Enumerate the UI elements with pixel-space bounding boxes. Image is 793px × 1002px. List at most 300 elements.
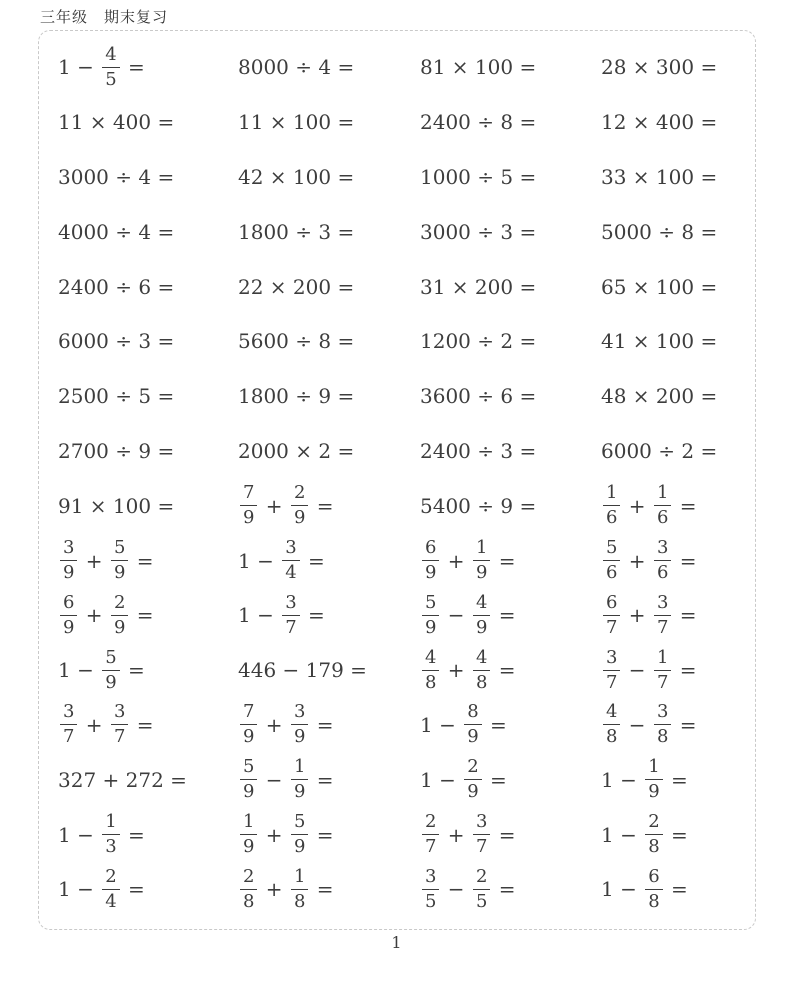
fraction-denominator: 5 [425, 890, 437, 912]
expression-text: = [492, 822, 516, 847]
fraction-numerator: 1 [291, 757, 308, 780]
expression-text: 11 × 400 = [58, 110, 175, 135]
fraction [473, 538, 490, 583]
fraction [654, 648, 671, 693]
expression-text: 2400 ÷ 3 = [420, 438, 537, 463]
fraction-denominator: 6 [606, 562, 618, 584]
expression-text: = [301, 548, 325, 573]
fraction-numerator: 7 [240, 483, 257, 506]
fraction [60, 593, 77, 638]
fraction-numerator: 5 [603, 538, 620, 561]
expression-text: = [673, 603, 697, 628]
fraction-denominator: 9 [475, 616, 488, 638]
problem-cell [238, 867, 420, 912]
problem-cell [58, 867, 238, 912]
fraction [603, 483, 620, 528]
problem-cell [420, 384, 601, 409]
fraction-numerator: 2 [240, 867, 257, 890]
expression-text: = [310, 493, 334, 518]
problem-cell [58, 274, 238, 299]
fraction-denominator: 7 [113, 726, 126, 748]
fraction-denominator: 7 [656, 671, 669, 693]
fraction [282, 538, 299, 583]
problem-cell [238, 702, 420, 747]
fraction [654, 702, 671, 747]
fraction [291, 483, 308, 528]
fraction-numerator: 3 [473, 812, 490, 835]
fraction-numerator: 3 [282, 593, 299, 616]
expression-text: 6000 ÷ 2 = [601, 438, 718, 463]
problem-cell [238, 757, 420, 802]
fraction-numerator: 6 [422, 538, 439, 561]
fraction [422, 538, 439, 583]
fraction [111, 702, 128, 747]
expression-text: = [121, 877, 145, 902]
fraction-denominator: 3 [105, 836, 117, 858]
problem-cell [238, 164, 420, 189]
fraction-numerator: 3 [422, 867, 439, 890]
fraction-denominator: 8 [243, 890, 255, 912]
expression-text: 1 − [58, 658, 101, 683]
expression-text: = [483, 767, 507, 792]
expression-text: 5000 ÷ 8 = [601, 219, 718, 244]
fraction-numerator: 1 [473, 538, 490, 561]
fraction [282, 593, 299, 638]
expression-text: 3000 ÷ 4 = [58, 164, 175, 189]
expression-text: + [441, 822, 471, 847]
expression-text: 1 − [58, 55, 101, 80]
fraction [464, 702, 481, 747]
fraction-denominator: 6 [606, 507, 618, 529]
problem-cell [58, 767, 238, 792]
fraction-numerator: 5 [102, 648, 119, 671]
problem-cell [420, 593, 601, 638]
fraction-numerator: 1 [654, 483, 671, 506]
fraction-denominator: 8 [425, 671, 437, 693]
fraction-numerator: 5 [240, 757, 257, 780]
problem-cell [601, 867, 751, 912]
expression-text: 65 × 100 = [601, 274, 718, 299]
fraction-denominator: 9 [243, 726, 255, 748]
problem-cell [601, 110, 751, 135]
fraction-numerator: 1 [291, 867, 308, 890]
expression-text: + [79, 548, 109, 573]
fraction [422, 648, 439, 693]
expression-text: 1 − [601, 822, 644, 847]
fraction-denominator: 7 [475, 836, 488, 858]
fraction-denominator: 9 [293, 781, 306, 803]
fraction-numerator: 1 [102, 812, 119, 835]
expression-text: 2500 ÷ 5 = [58, 384, 175, 409]
expression-text: + [441, 658, 471, 683]
fraction [102, 812, 119, 857]
problem-cell [601, 438, 751, 463]
fraction-denominator: 8 [656, 726, 669, 748]
fraction [422, 867, 439, 912]
expression-text: 1 − [238, 548, 281, 573]
expression-text: 1 − [420, 712, 463, 737]
problem-cell [58, 219, 238, 244]
expression-text: = [310, 822, 334, 847]
problem-cell [601, 55, 751, 80]
fraction-denominator: 5 [475, 890, 488, 912]
expression-text: 2400 ÷ 8 = [420, 110, 537, 135]
expression-text: 41 × 100 = [601, 329, 718, 354]
fraction-denominator: 9 [63, 562, 75, 584]
fraction-denominator: 9 [293, 726, 306, 748]
problem-cell [420, 538, 601, 583]
fraction-denominator: 9 [293, 836, 306, 858]
expression-text: = [664, 822, 688, 847]
fraction [603, 593, 620, 638]
expression-text: 1000 ÷ 5 = [420, 164, 537, 189]
expression-text: 3600 ÷ 6 = [420, 384, 537, 409]
expression-text: = [492, 658, 516, 683]
problem-cell [601, 538, 751, 583]
fraction-numerator: 2 [473, 867, 490, 890]
problem-cell [601, 164, 751, 189]
expression-text: + [259, 822, 289, 847]
expression-text: 2000 × 2 = [238, 438, 355, 463]
expression-text: = [130, 548, 154, 573]
problem-cell [238, 658, 420, 683]
fraction-denominator: 9 [467, 726, 479, 748]
expression-text: + [259, 493, 289, 518]
expression-text: = [492, 877, 516, 902]
expression-text: = [310, 712, 334, 737]
fraction-numerator: 3 [60, 702, 77, 725]
fraction-numerator: 5 [422, 593, 439, 616]
expression-text: + [622, 493, 652, 518]
fraction-denominator: 7 [63, 726, 75, 748]
fraction-numerator: 6 [603, 593, 620, 616]
fraction-denominator: 7 [425, 836, 437, 858]
problem-cell [58, 329, 238, 354]
expression-text: = [121, 658, 145, 683]
problem-cell [238, 812, 420, 857]
expression-text: = [301, 603, 325, 628]
problem-cell [420, 493, 601, 518]
expression-text: 91 × 100 = [58, 493, 175, 518]
problem-cell [420, 110, 601, 135]
problem-cell [58, 812, 238, 857]
expression-text: 31 × 200 = [420, 274, 537, 299]
problem-cell [420, 648, 601, 693]
fraction [645, 757, 662, 802]
fraction-denominator: 9 [113, 562, 126, 584]
fraction-numerator: 2 [291, 483, 308, 506]
expression-text: = [673, 658, 697, 683]
problem-cell [601, 593, 751, 638]
fraction-numerator: 4 [102, 45, 119, 68]
fraction-numerator: 1 [240, 812, 257, 835]
expression-text: = [664, 767, 688, 792]
fraction-denominator: 7 [606, 671, 618, 693]
problem-grid [39, 31, 755, 917]
problem-cell [58, 384, 238, 409]
fraction-denominator: 6 [656, 562, 669, 584]
expression-text: 81 × 100 = [420, 55, 537, 80]
problem-cell [58, 45, 238, 90]
expression-text: 6000 ÷ 3 = [58, 329, 175, 354]
expression-text: 1800 ÷ 3 = [238, 219, 355, 244]
expression-text: 28 × 300 = [601, 55, 718, 80]
expression-text: = [664, 877, 688, 902]
expression-text: = [492, 548, 516, 573]
problem-cell [58, 538, 238, 583]
problem-cell [601, 702, 751, 747]
fraction-denominator: 7 [656, 616, 669, 638]
fraction-numerator: 3 [654, 702, 671, 725]
expression-text: + [259, 712, 289, 737]
fraction-numerator: 2 [102, 867, 119, 890]
expression-text: 5600 ÷ 8 = [238, 329, 355, 354]
fraction [102, 45, 119, 90]
problem-cell [420, 219, 601, 244]
fraction-numerator: 4 [473, 593, 490, 616]
fraction-numerator: 3 [654, 538, 671, 561]
fraction-denominator: 9 [113, 616, 126, 638]
expression-text: 2700 ÷ 9 = [58, 438, 175, 463]
problem-cell [58, 593, 238, 638]
fraction-numerator: 5 [291, 812, 308, 835]
fraction [291, 702, 308, 747]
fraction [422, 812, 439, 857]
fraction-numerator: 4 [422, 648, 439, 671]
fraction-numerator: 6 [645, 867, 662, 890]
problem-cell [420, 812, 601, 857]
fraction-numerator: 5 [111, 538, 128, 561]
fraction-numerator: 1 [603, 483, 620, 506]
problem-cell [238, 483, 420, 528]
fraction-denominator: 9 [475, 562, 488, 584]
expression-text: 327 + 272 = [58, 767, 187, 792]
fraction-denominator: 8 [648, 836, 660, 858]
fraction [102, 648, 119, 693]
expression-text: + [441, 548, 471, 573]
fraction-denominator: 7 [606, 616, 618, 638]
expression-text: − [622, 712, 652, 737]
problem-cell [601, 483, 751, 528]
expression-text: + [259, 877, 289, 902]
fraction [473, 648, 490, 693]
expression-text: − [622, 658, 652, 683]
fraction-numerator: 1 [654, 648, 671, 671]
problem-cell [420, 702, 601, 747]
fraction [603, 702, 620, 747]
fraction [111, 538, 128, 583]
expression-text: 1 − [58, 877, 101, 902]
fraction [240, 757, 257, 802]
problem-cell [420, 757, 601, 802]
fraction [240, 702, 257, 747]
fraction [240, 812, 257, 857]
fraction-numerator: 2 [464, 757, 481, 780]
fraction [291, 757, 308, 802]
expression-text: 1200 ÷ 2 = [420, 329, 537, 354]
fraction-numerator: 7 [240, 702, 257, 725]
fraction [603, 648, 620, 693]
fraction-denominator: 5 [105, 68, 117, 90]
fraction [645, 812, 662, 857]
problem-cell [58, 438, 238, 463]
fraction-numerator: 3 [291, 702, 308, 725]
fraction [603, 538, 620, 583]
expression-text: 22 × 200 = [238, 274, 355, 299]
fraction-denominator: 8 [475, 671, 488, 693]
fraction [473, 812, 490, 857]
expression-text: 446 − 179 = [238, 658, 367, 683]
problem-cell [601, 329, 751, 354]
expression-text: + [622, 603, 652, 628]
fraction-numerator: 2 [645, 812, 662, 835]
problem-cell [58, 648, 238, 693]
fraction-numerator: 3 [60, 538, 77, 561]
expression-text: 1 − [238, 603, 281, 628]
expression-text: 42 × 100 = [238, 164, 355, 189]
fraction-numerator: 3 [654, 593, 671, 616]
problem-cell [420, 274, 601, 299]
fraction [60, 702, 77, 747]
problem-cell [420, 329, 601, 354]
problem-cell [420, 55, 601, 80]
expression-text: − [259, 767, 289, 792]
expression-text: 11 × 100 = [238, 110, 355, 135]
fraction-numerator: 1 [645, 757, 662, 780]
fraction [102, 867, 119, 912]
page-number: 1 [391, 933, 402, 952]
expression-text: + [622, 548, 652, 573]
fraction-numerator: 6 [60, 593, 77, 616]
expression-text: 1 − [601, 767, 644, 792]
expression-text: = [130, 603, 154, 628]
fraction-denominator: 9 [425, 616, 437, 638]
fraction-denominator: 9 [105, 671, 117, 693]
fraction-numerator: 3 [282, 538, 299, 561]
fraction-numerator: 3 [603, 648, 620, 671]
problem-cell [238, 110, 420, 135]
fraction [240, 867, 257, 912]
fraction-numerator: 8 [464, 702, 481, 725]
fraction [654, 538, 671, 583]
problem-cell [58, 493, 238, 518]
expression-text: − [441, 877, 471, 902]
problem-cell [601, 812, 751, 857]
expression-text: 1 − [420, 767, 463, 792]
fraction [645, 867, 662, 912]
fraction-denominator: 9 [467, 781, 479, 803]
problem-cell [238, 219, 420, 244]
problem-cell [601, 274, 751, 299]
page-title: 三年级 期末复习 [40, 8, 169, 26]
expression-text: 1 − [601, 877, 644, 902]
problem-cell [601, 219, 751, 244]
fraction [240, 483, 257, 528]
fraction-numerator: 4 [603, 702, 620, 725]
expression-text: 8000 ÷ 4 = [238, 55, 355, 80]
expression-text: + [79, 603, 109, 628]
fraction-denominator: 8 [648, 890, 660, 912]
problem-cell [601, 384, 751, 409]
fraction [654, 593, 671, 638]
problem-cell [238, 274, 420, 299]
expression-text: = [310, 877, 334, 902]
fraction-denominator: 8 [293, 890, 306, 912]
expression-text: = [121, 822, 145, 847]
problem-cell [58, 702, 238, 747]
fraction [422, 593, 439, 638]
fraction-numerator: 3 [111, 702, 128, 725]
fraction-denominator: 9 [63, 616, 75, 638]
fraction-denominator: 9 [243, 507, 255, 529]
fraction [464, 757, 481, 802]
problem-cell [238, 593, 420, 638]
fraction-denominator: 4 [105, 890, 117, 912]
problem-cell [238, 329, 420, 354]
fraction-numerator: 4 [473, 648, 490, 671]
fraction [291, 812, 308, 857]
fraction-denominator: 9 [293, 507, 306, 529]
expression-text: − [441, 603, 471, 628]
expression-text: = [121, 55, 145, 80]
expression-text: 12 × 400 = [601, 110, 718, 135]
expression-text: = [310, 767, 334, 792]
expression-text: = [130, 712, 154, 737]
problem-cell [238, 438, 420, 463]
fraction [60, 538, 77, 583]
expression-text: = [492, 603, 516, 628]
fraction-denominator: 4 [285, 562, 297, 584]
expression-text: = [483, 712, 507, 737]
expression-text: 1800 ÷ 9 = [238, 384, 355, 409]
problem-cell [238, 55, 420, 80]
fraction [473, 593, 490, 638]
problem-cell [420, 867, 601, 912]
problem-cell [601, 648, 751, 693]
expression-text: 48 × 200 = [601, 384, 718, 409]
problem-cell [420, 438, 601, 463]
expression-text: + [79, 712, 109, 737]
problem-cell [238, 538, 420, 583]
fraction [654, 483, 671, 528]
fraction [473, 867, 490, 912]
expression-text: = [673, 548, 697, 573]
expression-text: 5400 ÷ 9 = [420, 493, 537, 518]
expression-text: 1 − [58, 822, 101, 847]
fraction [111, 593, 128, 638]
expression-text: 4000 ÷ 4 = [58, 219, 175, 244]
fraction-denominator: 6 [656, 507, 669, 529]
fraction-denominator: 9 [243, 836, 255, 858]
problem-cell [58, 110, 238, 135]
expression-text: 2400 ÷ 6 = [58, 274, 175, 299]
fraction-denominator: 9 [243, 781, 255, 803]
problem-cell [420, 164, 601, 189]
expression-text: = [673, 712, 697, 737]
fraction-numerator: 2 [422, 812, 439, 835]
problem-cell [58, 164, 238, 189]
fraction [291, 867, 308, 912]
expression-text: = [673, 493, 697, 518]
fraction-denominator: 9 [425, 562, 437, 584]
fraction-denominator: 9 [648, 781, 660, 803]
fraction-numerator: 2 [111, 593, 128, 616]
expression-text: 33 × 100 = [601, 164, 718, 189]
problem-cell [238, 384, 420, 409]
fraction-denominator: 8 [606, 726, 618, 748]
expression-text: 3000 ÷ 3 = [420, 219, 537, 244]
fraction-denominator: 7 [285, 616, 297, 638]
